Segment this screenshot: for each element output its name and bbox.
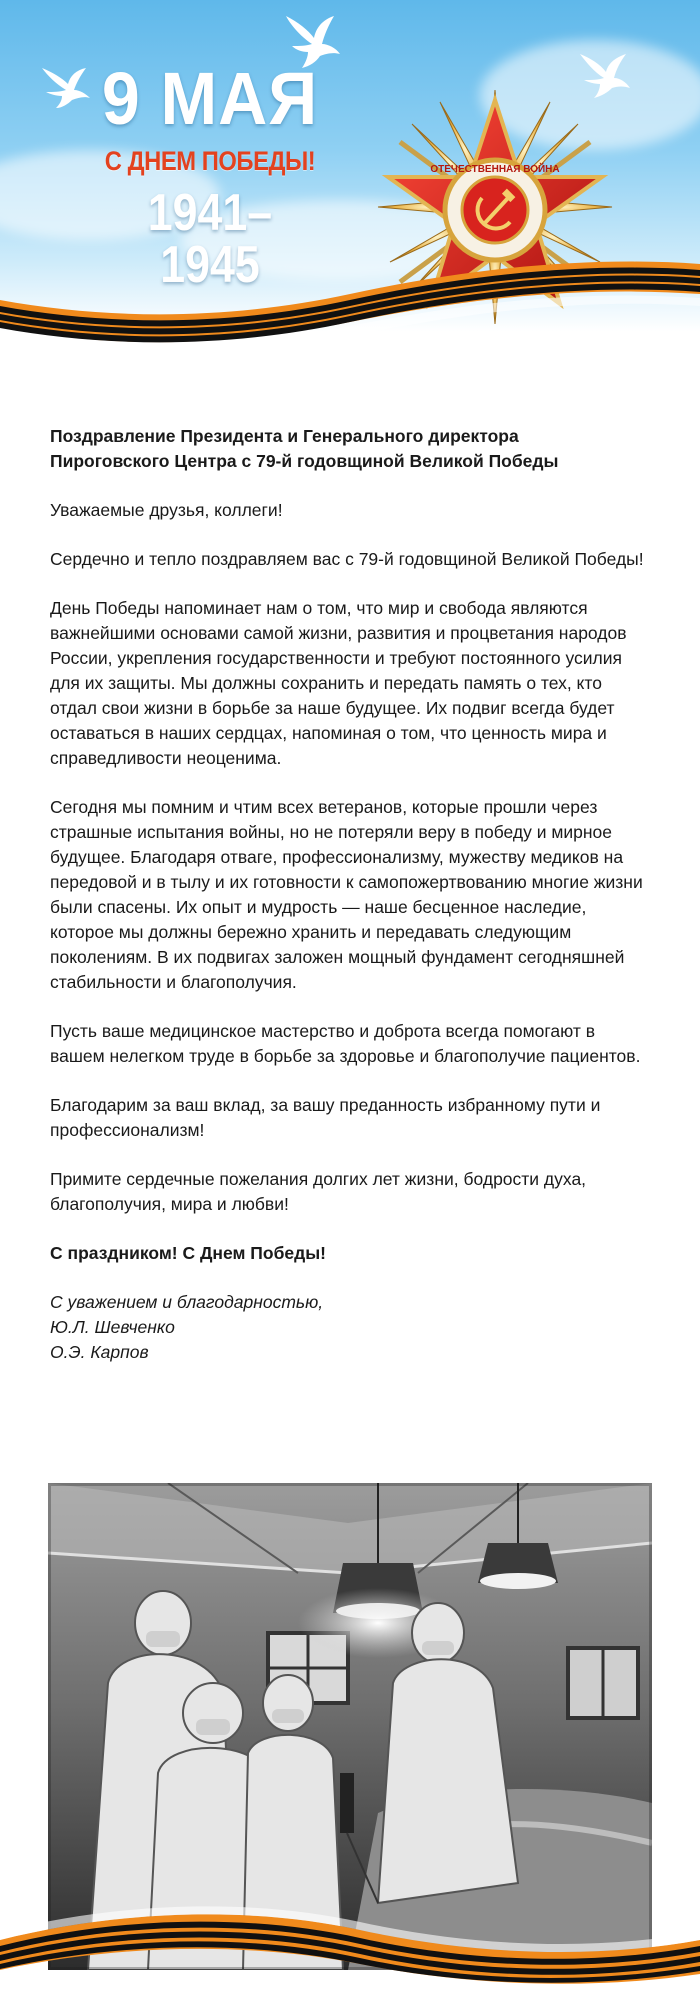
banner-day: 9 МАЯ [101, 57, 319, 140]
paragraph-3: Сегодня мы помним и чтим всех ветеранов, которые прошли через страшные испытания войны, но не потеряли веру в победу и мирное будущее. Благодаря отваге, профессионализму, мужеству медиков на передовой и в тылу и их готовности к самопожертвованию многие жизни были спасены. Их опыт и мудрость — наше бесценное наследие, которое мы должны бережно хранить и передавать следующим поколениям. В их подвигах заложен мощный фундамент сегодняшней стабильности и благополучия. [50, 797, 643, 992]
signature-line-3: О.Э. Карпов [50, 1342, 149, 1362]
banner-greeting: С ДНЕМ ПОБЕДЫ! [104, 146, 316, 176]
salutation: Уважаемые друзья, коллеги! [50, 500, 283, 520]
headline-line-2: Пироговского Центра с 79-й годовщиной Великой Победы [50, 451, 559, 471]
banner-years: 1941–1945 [147, 184, 273, 294]
st-george-ribbon [0, 1870, 700, 1990]
paragraph-2: День Победы напоминает нам о том, что мир и свобода являются важнейшими основами самой жизни, развития и процветания народов России, укрепления государственности и требуют постоянного усилия для их защиты. Мы должны сохранить и передать память о тех, кто отдал свои жизни в борьбе за наше будущее. Их подвиг всегда будет оставаться в наших сердцах, напоминая о том, что ценность мира и справедливости неоценима. [50, 598, 627, 768]
paragraph-6: Примите сердечные пожелания долгих лет жизни, бодрости духа, благополучия, мира и любви! [50, 1169, 587, 1214]
signature-block [50, 1290, 650, 1365]
closing-line: С праздником! С Днем Победы! [50, 1243, 327, 1263]
signature-line-2: Ю.Л. Шевченко [50, 1317, 175, 1337]
signature-line-1: С уважением и благодарностью, [50, 1292, 324, 1312]
paragraph-1: Сердечно и тепло поздравляем вас с 79-й годовщиной Великой Победы! [50, 549, 644, 569]
article-headline [50, 424, 650, 474]
paragraph-5: Благодарим за ваш вклад, за вашу преданность избранному пути и профессионализм! [50, 1095, 601, 1140]
st-george-ribbon [0, 250, 700, 370]
greeting-article [50, 424, 650, 1365]
order-inscription: ОТЕЧЕСТВЕННАЯ ВОЙНА [430, 164, 560, 175]
headline-line-1: Поздравление Президента и Генерального директора [50, 426, 519, 446]
paragraph-4: Пусть ваше медицинское мастерство и доброта всегда помогают в вашем нелегком труде в борьбе за здоровье и благополучие пациентов. [50, 1021, 641, 1066]
victory-day-banner [0, 0, 700, 395]
